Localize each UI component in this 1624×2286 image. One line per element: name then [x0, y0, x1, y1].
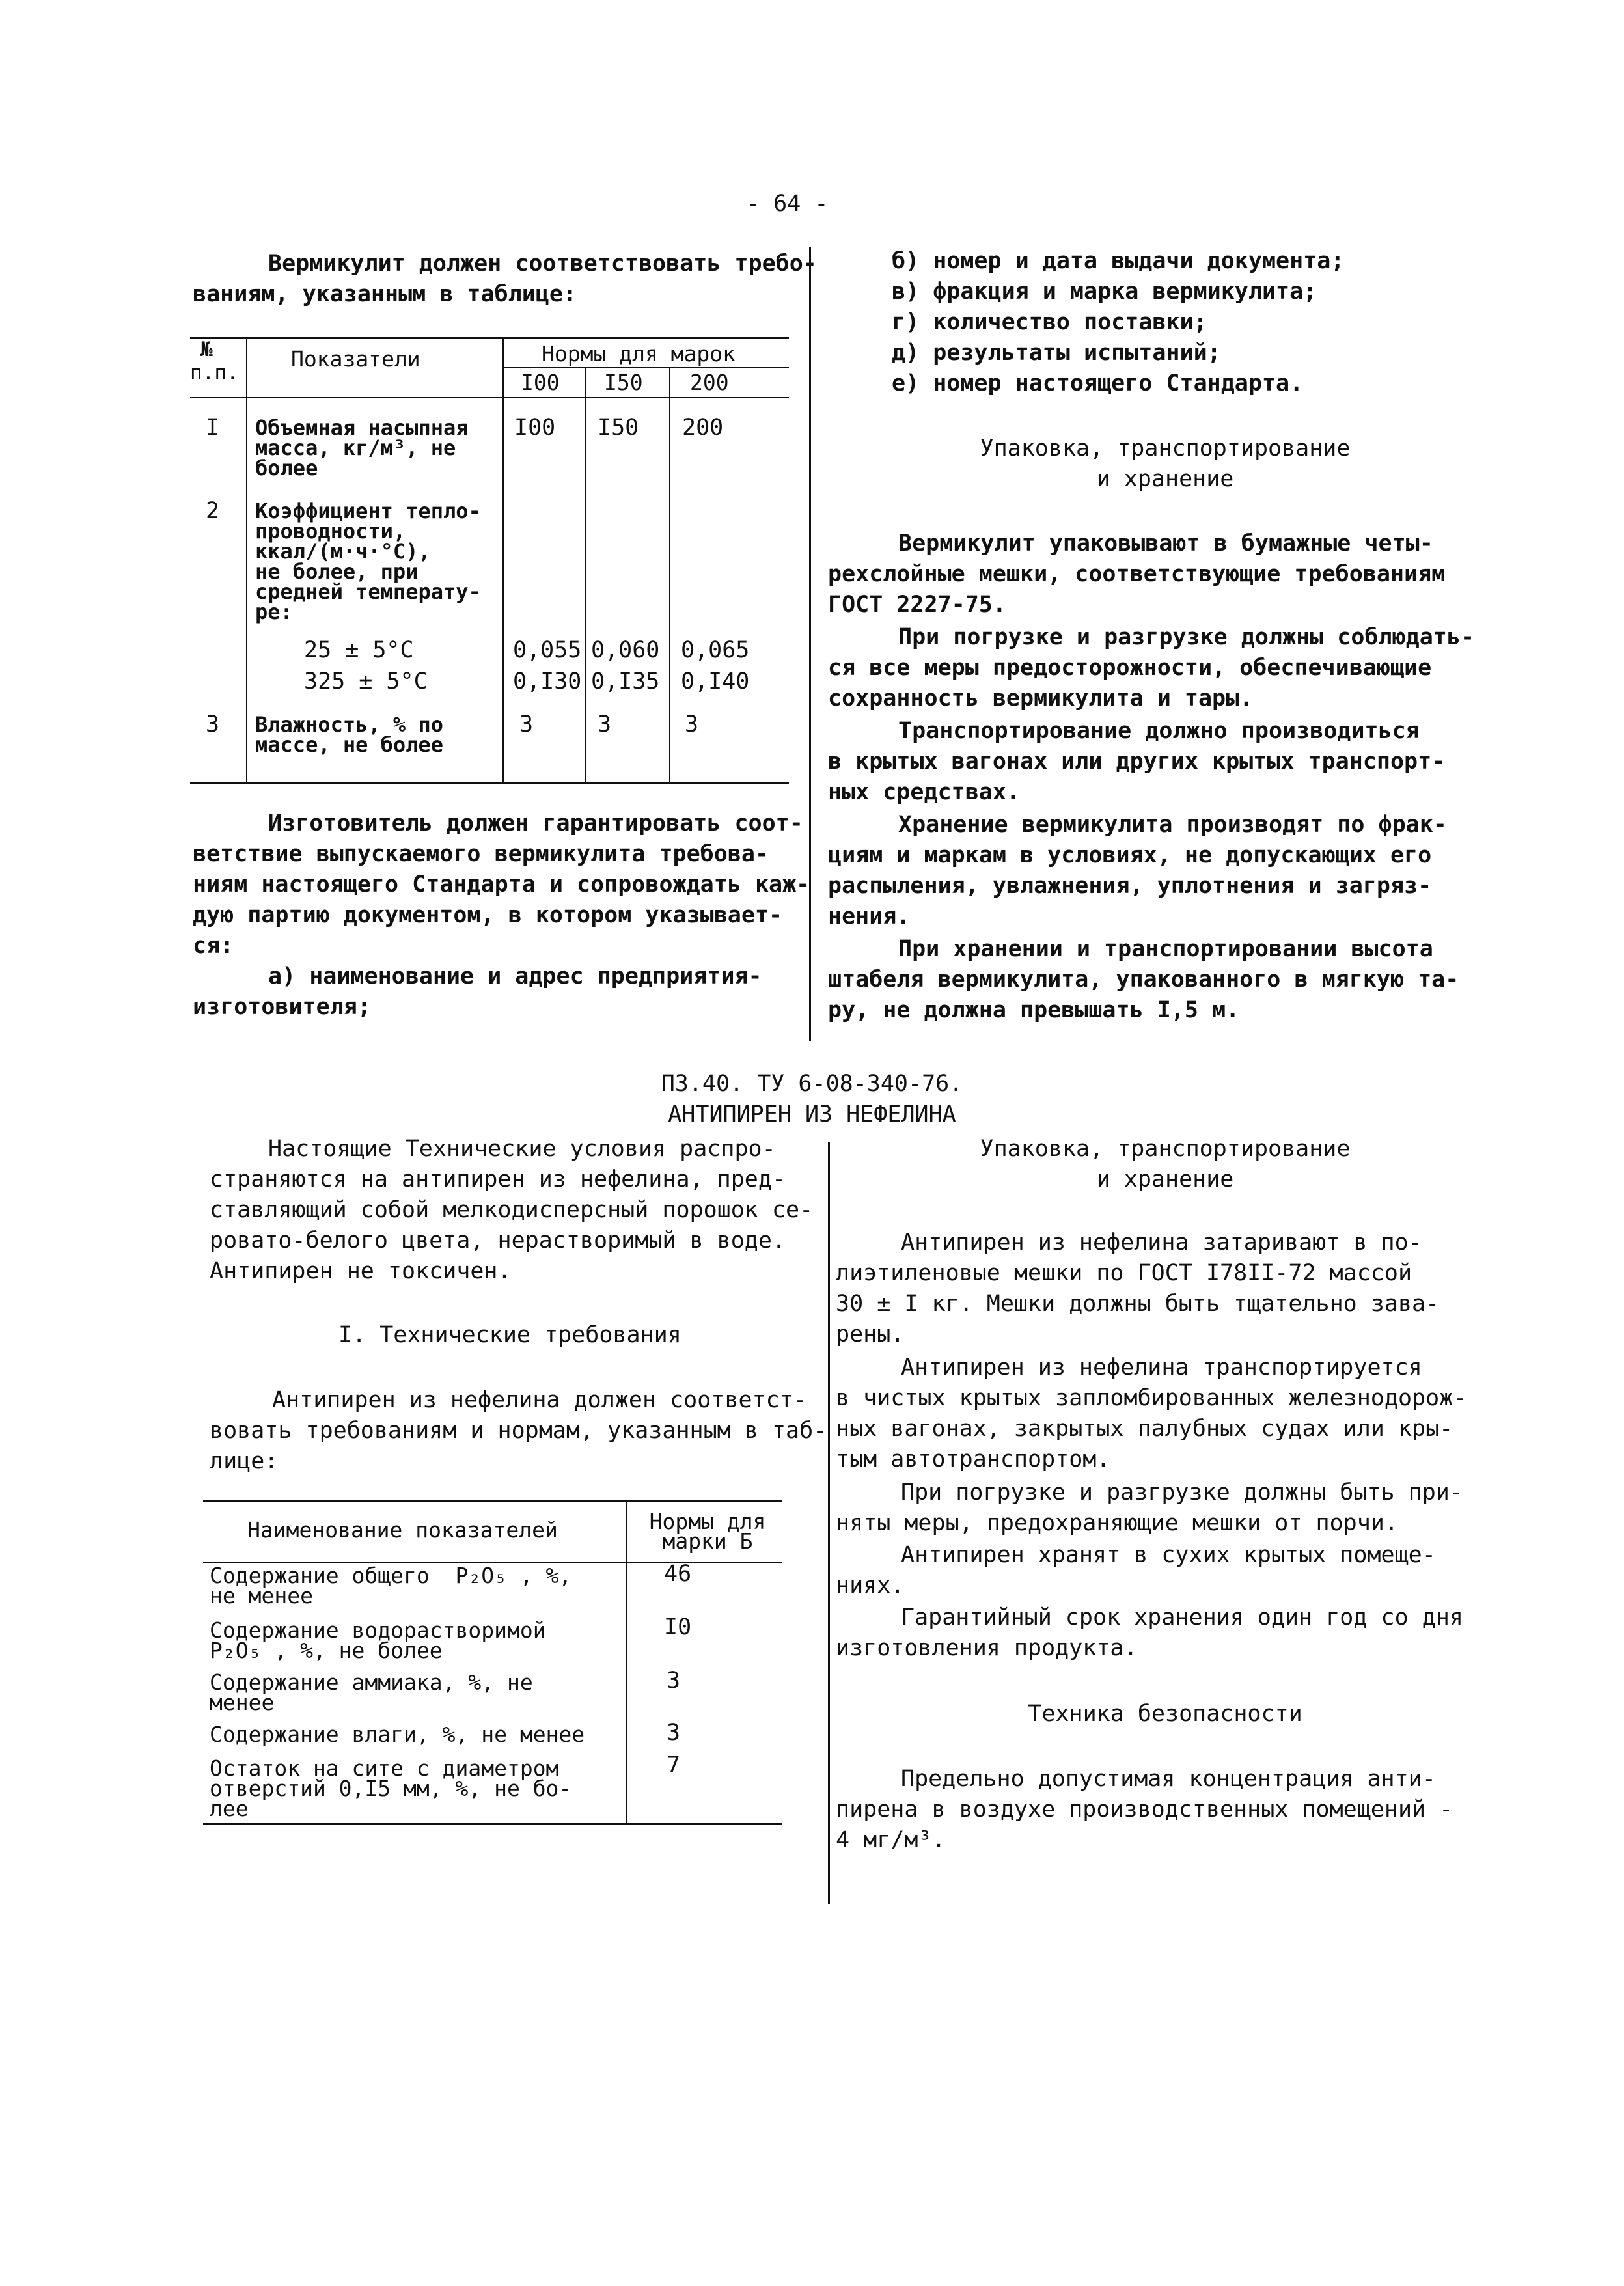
- row-label: Объемная насыпная масса, кг/м³, не более: [255, 415, 469, 480]
- paragraph-line: При хранении и транспортировании высота: [898, 936, 1433, 962]
- paragraph-line: ровато-белого цвета, нерастворимый в воде.: [210, 1228, 786, 1254]
- section-heading: Упаковка, транспортирование: [980, 435, 1351, 461]
- row-value: 0,I40: [681, 668, 750, 695]
- paragraph-line: При погрузке и разгрузке должны быть при-: [901, 1480, 1463, 1506]
- paragraph-line: изготовителя;: [193, 994, 371, 1020]
- paragraph-line: Антипирен из нефелина затаривают в по-: [901, 1230, 1422, 1256]
- paragraph-line: рехслойные мешки, соответствующие требованиям: [828, 561, 1446, 587]
- paragraph-line: ГОСТ 2227-75.: [828, 592, 1006, 618]
- section-heading: Техника безопасности: [1028, 1701, 1302, 1727]
- table-bottom-border: [190, 782, 789, 784]
- row-label: Влажность, % по массе, не более: [255, 712, 443, 757]
- paragraph-line: штабеля вермикулита, упакованного в мягкую та-: [828, 967, 1459, 993]
- row-value: 3: [519, 711, 534, 737]
- row-label: 25 ± 5°С: [304, 637, 414, 663]
- header-grade: 200: [690, 370, 729, 395]
- table-row: Содержание водорастворимой P₂O₅ , %, не более: [210, 1618, 546, 1663]
- row-num: 3: [206, 711, 220, 737]
- header-grade: I00: [521, 370, 560, 395]
- paragraph-line: Вермикулит упаковывают в бумажные четы-: [898, 530, 1433, 557]
- paragraph-line: ся:: [193, 933, 234, 959]
- header-num: п.п.: [190, 361, 239, 385]
- row-value: 0,060: [591, 637, 660, 663]
- paragraph-line: 4 мг/м³.: [836, 1827, 946, 1853]
- table-subheader-border: [502, 367, 789, 368]
- paragraph-line: нения.: [828, 903, 911, 930]
- row-value: 3: [598, 711, 612, 737]
- header-indicator: Показатели: [291, 346, 420, 372]
- paragraph-line: распыления, увлажнения, уплотнения и загряз-: [828, 873, 1432, 899]
- section-heading: I. Технические требования: [338, 1322, 681, 1348]
- row-num: I: [206, 415, 220, 441]
- table-row: Остаток на сите с диаметром отверстий 0,I5 мм, %, не бо- лее: [210, 1756, 572, 1821]
- paragraph-line: тым автотранспортом.: [836, 1446, 1110, 1472]
- column-divider-top: [809, 247, 811, 1041]
- antipiren-table: [203, 1500, 782, 1826]
- table-top-border: [203, 1500, 782, 1502]
- list-item: е) номер настоящего Стандарта.: [892, 370, 1304, 396]
- paragraph-line: ру, не должна превышать I,5 м.: [828, 997, 1240, 1023]
- row-value: I00: [514, 415, 556, 441]
- paragraph-line: в крытых вагонах или других крытых транспорт-: [828, 749, 1446, 775]
- header-norm: Нормы для марки Б: [649, 1509, 766, 1554]
- row-label: 325 ± 5°С: [304, 668, 428, 695]
- paragraph-line: изготовления продукта.: [836, 1635, 1138, 1661]
- table-row: Содержание аммиака, %, не менее: [210, 1670, 533, 1715]
- row-value: 3: [667, 1720, 681, 1746]
- paragraph-line: а) наименование и адрес предприятия-: [268, 963, 762, 989]
- row-value: 0,I35: [591, 668, 660, 695]
- paragraph-line: 30 ± I кг. Мешки должны быть тщательно зава-: [836, 1291, 1440, 1317]
- row-value: I50: [598, 415, 639, 441]
- paragraph-line: Антипирен не токсичен.: [210, 1258, 512, 1284]
- paragraph-line: Изготовитель должен гарантировать соот-: [268, 810, 803, 836]
- table-vline: [626, 1500, 627, 1825]
- row-value: 7: [667, 1752, 681, 1778]
- paragraph-line: лиэтиленовые мешки по ГОСТ I78II-72 массой: [836, 1260, 1412, 1286]
- paragraph-line: Гарантийный срок хранения один год со дня: [901, 1604, 1463, 1631]
- paragraph-line: страняются на антипирен из нефелина, пред-: [210, 1166, 786, 1192]
- paragraph-line: лице:: [210, 1448, 279, 1474]
- header-norms: Нормы для марок: [542, 341, 736, 366]
- paragraph-line: Хранение вермикулита производят по фрак-: [898, 812, 1447, 838]
- column-divider-bottom: [828, 1142, 830, 1904]
- row-value: 0,055: [513, 637, 582, 663]
- section-heading: и хранение: [1096, 1166, 1234, 1192]
- table-vline: [246, 337, 247, 784]
- list-item: б) номер и дата выдачи документа;: [892, 248, 1345, 274]
- paragraph-line: Антипирен из нефелина должен соответст-: [272, 1387, 807, 1413]
- header-num: №: [200, 338, 213, 361]
- vermiculite-table: [190, 337, 789, 786]
- paragraph-line: Настоящие Технические условия распро-: [268, 1136, 776, 1162]
- paragraph-line: Антипирен из нефелина транспортируется: [901, 1355, 1422, 1381]
- section-heading: Упаковка, транспортирование: [980, 1136, 1351, 1162]
- paragraph-line: При погрузке и разгрузке должны соблюдать-: [898, 624, 1475, 650]
- paragraph-line: Транспортирование должно производиться: [898, 718, 1420, 744]
- table-top-border: [190, 337, 789, 339]
- paragraph-line: пирена в воздухе производственных помещений -: [836, 1797, 1453, 1823]
- paragraph-line: ниям настоящего Стандарта и сопровождать каж-: [193, 872, 810, 898]
- table-vline: [669, 367, 670, 784]
- table-vline: [585, 367, 586, 784]
- table-row: Содержание общего P₂O₅ , %, не менее: [210, 1563, 572, 1608]
- list-item: г) количество поставки;: [892, 309, 1207, 335]
- row-value: 0,065: [681, 637, 750, 663]
- paragraph-line: рены.: [836, 1321, 905, 1347]
- paragraph-line: ных средствах.: [828, 779, 1021, 805]
- paragraph-line: сохранность вермикулита и тары.: [828, 685, 1254, 711]
- paragraph-line: дую партию документом, в котором указывает-: [193, 902, 783, 928]
- list-item: в) фракция и марка вермикулита;: [892, 279, 1317, 305]
- paragraph-line: ниях.: [836, 1573, 905, 1599]
- table-header-border: [190, 397, 789, 398]
- list-item: д) результаты испытаний;: [892, 340, 1221, 366]
- header-name: Наименование показателей: [247, 1517, 558, 1543]
- page-number: - 64 -: [746, 191, 829, 217]
- paragraph-line: Антипирен хранят в сухих крытых помеще-: [901, 1542, 1436, 1568]
- paragraph-line: циям и маркам в условиях, не допускающих его: [828, 842, 1432, 868]
- table-row: Содержание влаги, %, не менее: [210, 1722, 585, 1747]
- paragraph-line: в чистых крытых запломбированных железнодорож-: [836, 1385, 1467, 1411]
- paragraph-line: ся все меры предосторожности, обеспечивающие: [828, 655, 1432, 681]
- section-heading: и хранение: [1096, 466, 1234, 492]
- table-bottom-border: [203, 1823, 782, 1825]
- row-value: I0: [664, 1614, 692, 1640]
- row-value: 46: [664, 1561, 692, 1587]
- row-value: 3: [667, 1668, 681, 1694]
- row-value: 0,I30: [513, 668, 582, 695]
- row-value: 3: [685, 711, 699, 737]
- row-num: 2: [206, 498, 220, 524]
- paragraph-line: ветствие выпускаемого вермикулита требова-: [193, 841, 769, 867]
- row-label: Коэффициент тепло- проводности, ккал/(м·ч·°С), не более, при средней температу- ре:: [255, 499, 481, 624]
- table-vline: [502, 337, 504, 784]
- paragraph-line: няты меры, предохраняющие мешки от порчи.: [836, 1510, 1398, 1536]
- header-grade: I50: [604, 370, 643, 395]
- section-title: АНТИПИРЕН ИЗ НЕФЕЛИНА: [668, 1101, 956, 1127]
- intro-line: Вермикулит должен соответствовать требо-: [268, 251, 817, 277]
- paragraph-line: Предельно допустимая концентрация анти-: [901, 1766, 1436, 1792]
- paragraph-line: ных вагонах, закрытых палубных судах или кры-: [836, 1416, 1453, 1442]
- section-title: ПЗ.40. ТУ 6-08-340-76.: [661, 1071, 963, 1097]
- row-value: 200: [682, 415, 724, 441]
- paragraph-line: вовать требованиям и нормам, указанным в таб-: [210, 1418, 827, 1444]
- paragraph-line: ставляющий собой мелкодисперсный порошок се-: [210, 1197, 814, 1223]
- intro-line: ваниям, указанным в таблице:: [193, 281, 577, 307]
